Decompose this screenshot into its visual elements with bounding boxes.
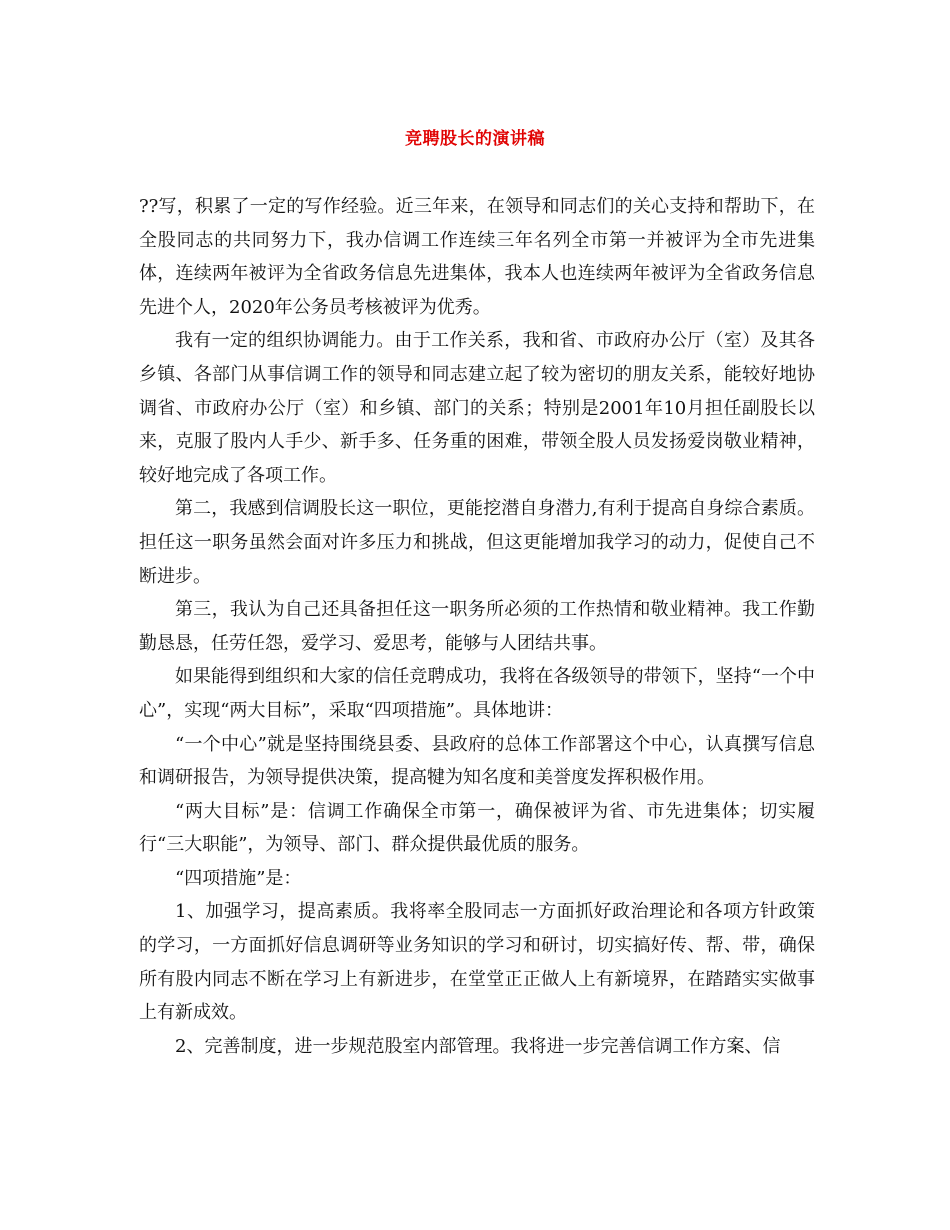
paragraph: 第三，我认为自己还具备担任这一职务所必须的工作热情和敬业精神。我工作勤勤恳恳，任劳任怨，爱学习、爱思考，能够与人团结共事。 — [139, 599, 815, 654]
paragraph: 第二，我感到信调股长这一职位，更能挖潜自身潜力,有利于提高自身综合素质。担任这一职务虽然会面对许多压力和挑战，但这更能增加我学习的动力，促使自己不断进步。 — [139, 498, 815, 587]
paragraph: ??写，积累了一定的写作经验。近三年来，在领导和同志们的关心支持和帮助下，在全股同志的共同努力下，我办信调工作连续三年名列全市第一并被评为全市先进集体，连续两年被评为全省政务信息先进集体，我本人也连续两年被评为全省政务信息先进个人，2020年公务员考核被评为优秀。 — [139, 196, 815, 318]
paragraph: “四项措施”是： — [175, 867, 302, 889]
paragraph: 我有一定的组织协调能力。由于工作关系，我和省、市政府办公厅（室）及其各乡镇、各部门从事信调工作的领导和同志建立起了较为密切的朋友关系，能较好地协调省、市政府办公厅（室）和乡镇、部门的关系；特别是2001年10月担任副股长以来，克服了股内人手少、新手多、任务重的困难，带领全股人员发扬爱岗敬业精神，较好地完成了各项工作。 — [139, 330, 815, 486]
paragraph: “一个中心”就是坚持围绕县委、县政府的总体工作部署这个中心，认真撰写信息和调研报告，为领导提供决策，提高犍为知名度和美誉度发挥积极作用。 — [139, 733, 815, 789]
paragraph: “两大目标”是：信调工作确保全市第一，确保被评为省、市先进集体；切实履行“三大职能”，为领导、部门、群众提供最优质的服务。 — [139, 800, 815, 856]
paragraph: 1、加强学习，提高素质。我将率全股同志一方面抓好政治理论和各项方针政策的学习，一方面抓好信息调研等业务知识的学习和研讨，切实搞好传、帮、带，确保所有股内同志不断在学习上有新进步，在堂堂正正做人上有新境界，在踏踏实实做事上有新成效。 — [139, 901, 815, 1024]
paragraph: 2、完善制度，进一步规范股室内部管理。我将进一步完善信调工作方案、信 — [175, 1035, 781, 1057]
document-title: 竞聘股长的演讲稿 — [405, 129, 545, 149]
document-body — [139, 190, 815, 1063]
paragraph: 如果能得到组织和大家的信任竞聘成功，我将在各级领导的带领下，坚持“一个中心”，实现“两大目标”，采取“四项措施”。具体地讲： — [139, 666, 815, 721]
